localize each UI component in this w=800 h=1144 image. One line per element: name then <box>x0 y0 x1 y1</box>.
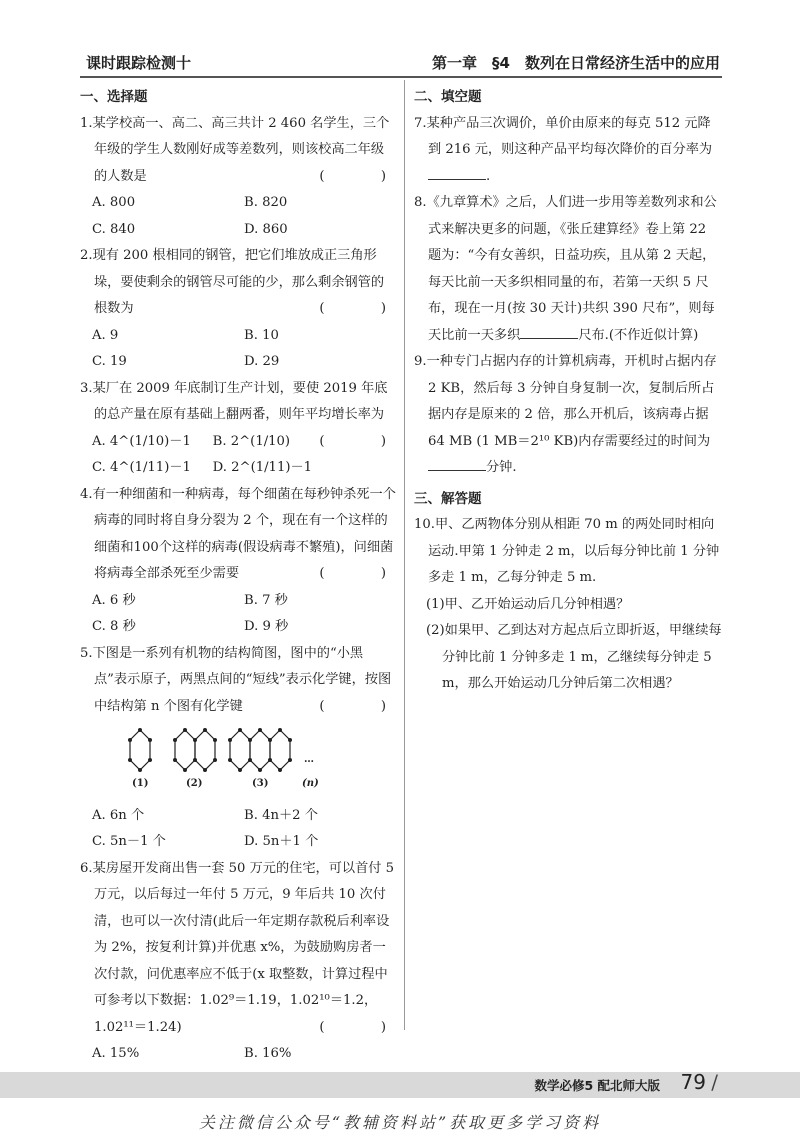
right-column <box>414 80 722 698</box>
fig-label-3: (3) <box>252 778 269 789</box>
q2-option-a: A. 9 <box>92 327 119 343</box>
fig-ellipsis: … <box>304 754 314 765</box>
q4-option-b: B. 7 秒 <box>244 592 288 608</box>
fig-label-1: (1) <box>132 778 149 789</box>
q10-sub-2: (2)如果甲、乙到达对方起点后立即折返，甲继续每分钟比前 1 分钟多走 1 m，乙继续每分钟走 5 m，那么开始运动几分钟后第二次相遇？ <box>426 623 722 691</box>
footer-book-title: 数学必修5 配北师大版 <box>534 1078 660 1093</box>
fig3-hexagon-b <box>250 730 270 770</box>
q6-text: 6.某房屋开发商出售一套 50 万元的住宅，可以首付 5 万元，以后每过一年付 5 万元，9 年后共 10 次付清，也可以一次付清(此后一年定期存款税后利率设为 2%，按复利计算)并优惠 x%，为鼓励购房者一次付款，问优惠率应不低于(x 取整数，计算过程中可参考以下数据：1.02⁹＝1.19，1.02¹⁰＝1.2，1.02¹¹＝1.24) <box>80 860 395 1035</box>
column-divider <box>404 80 405 1030</box>
q9-blank <box>428 458 486 471</box>
q7-end: . <box>486 168 491 184</box>
q3-bracket: ( ) <box>319 433 396 449</box>
hexagon-chain-figure <box>120 724 330 792</box>
q6-option-b: B. 16% <box>244 1046 292 1061</box>
fig2-hexagon-a <box>175 730 195 770</box>
q3-option-d: D. 2^(1/11)－1 <box>212 460 313 475</box>
q5-option-b: B. 4n＋2 个 <box>244 807 318 823</box>
question-10 <box>414 512 722 592</box>
question-2 <box>80 243 396 376</box>
q3-option-a: A. 4^(1/10)－1 <box>92 433 191 449</box>
handwritten-note: 关注微信公众号“教辅资料站”获取更多学习资料 <box>198 1113 602 1132</box>
q4-bracket: ( ) <box>319 566 396 581</box>
q2-option-d: D. 29 <box>244 354 280 369</box>
question-6 <box>80 856 396 1095</box>
q10-sub-1: (1)甲、乙开始运动后几分钟相遇？ <box>426 596 630 612</box>
q5-bracket: ( ) <box>319 698 396 714</box>
q8-text: 8.《九章算术》之后，人们进一步用等差数列求和公式来解决更多的问题，《张丘建算经》卷上第 22 题为：“今有女善织，日益功疾，且从第 2 天起，每天比前一天多织相同量的布，若第一天织 5 尺布，现在一月(按 30 天计)共织 390 尺布”，则每天比前一天多织 <box>414 195 717 343</box>
q2-option-c: C. 19 <box>92 354 127 369</box>
q1-option-d: D. 860 <box>244 221 288 237</box>
question-1 <box>80 111 396 244</box>
page-slash: / <box>711 1070 718 1094</box>
q5-option-a: A. 6n 个 <box>92 807 145 823</box>
q6-option-a: A. 15% <box>92 1046 140 1061</box>
q3-option-c: C. 4^(1/11)－1 <box>92 460 191 475</box>
header-chapter-title: 第一章 §4 数列在日常经济生活中的应用 <box>432 54 720 72</box>
fig1-hexagon <box>130 730 150 770</box>
question-4 <box>80 482 396 641</box>
q1-option-c: C. 840 <box>92 221 136 237</box>
q1-option-a: A. 800 <box>92 195 136 210</box>
q7-text: 7.某种产品三次调价，单价由原来的每克 512 元降到 216 元，则这种产品平均每次降价的百分率为 <box>414 115 713 157</box>
q1-text: 1.某学校高一、高二、高三共计 2 460 名学生，三个年级的学生人数刚好成等差数列，则该校高二年级的人数是 <box>80 115 390 184</box>
q8-end: 尺布.(不作近似计算) <box>578 327 699 343</box>
fig3-hexagon-c <box>270 730 290 770</box>
q3-text: 3.某厂在 2009 年底制订生产计划，要使 2019 年底的总产量在原有基础上翻两番，则年平均增长率为 <box>80 380 388 422</box>
q1-bracket: ( ) <box>319 168 396 184</box>
q2-text: 2.现有 200 根相同的钢管，把它们堆放成正三角形垛，要使剩余的钢管尽可能的少，那么剩余钢管的根数为 <box>80 248 385 316</box>
q3-option-b: B. 2^(1/10) <box>212 433 291 449</box>
q9-text: 9.一种专门占据内存的计算机病毒，开机时占据内存 2 KB，然后每 3 分钟自身复制一次，复制后所占据内存是原来的 2 倍，那么开机后，该病毒占据 64 MB (1 MB＝2¹⁰ KB)内存需要经过的时间为 <box>414 354 717 449</box>
left-column <box>80 80 396 1094</box>
question-7 <box>414 111 722 191</box>
q4-option-d: D. 9 秒 <box>244 619 289 634</box>
q7-blank <box>428 167 486 180</box>
q5-text: 5.下图是一系列有机物的结构简图，图中的“小黑点”表示原子，两黑点间的“短线”表示化学键，按图中结构第 n 个图有化学键 <box>80 645 392 714</box>
question-8 <box>414 190 722 349</box>
section-choice-title: 一、选择题 <box>80 89 148 105</box>
question-5 <box>80 641 396 856</box>
q4-text: 4.有一种细菌和一种病毒，每个细菌在每秒钟杀死一个病毒的同时将自身分裂为 2 个，现在有一个这样的细菌和100个这样的病毒(假设病毒不繁殖)，问细菌将病毒全部杀死至少需要 <box>80 486 396 581</box>
q2-bracket: ( ) <box>319 301 396 316</box>
q4-option-a: A. 6 秒 <box>92 592 136 608</box>
question-3 <box>80 376 396 482</box>
section-fill-title: 二、填空题 <box>414 89 482 105</box>
q1-option-b: B. 820 <box>244 195 288 210</box>
q5-option-d: D. 5n＋1 个 <box>244 834 319 849</box>
section-answer-title: 三、解答题 <box>414 490 482 507</box>
fig-label-2: (2) <box>186 778 203 789</box>
q4-option-c: C. 8 秒 <box>92 619 136 634</box>
q6-bracket: ( ) <box>319 1019 396 1035</box>
header-lesson-title: 课时跟踪检测十 <box>86 54 192 72</box>
fig3-hexagon-a <box>230 730 250 770</box>
q5-option-c: C. 5n－1 个 <box>92 834 166 849</box>
q9-end: 分钟. <box>486 460 517 475</box>
fig2-hexagon-b <box>195 730 215 770</box>
q2-option-b: B. 10 <box>244 327 279 343</box>
question-9 <box>414 349 722 482</box>
page-number: 79 <box>680 1070 706 1094</box>
fig-label-n: (n) <box>302 778 319 789</box>
header-rule <box>80 76 722 78</box>
q10-text: 10.甲、乙两物体分别从相距 70 m 的两处同时相向运动.甲第 1 分钟走 2 m，以后每分钟比前 1 分钟多走 1 m，乙每分钟走 5 m. <box>414 517 720 585</box>
q8-blank <box>520 326 578 339</box>
